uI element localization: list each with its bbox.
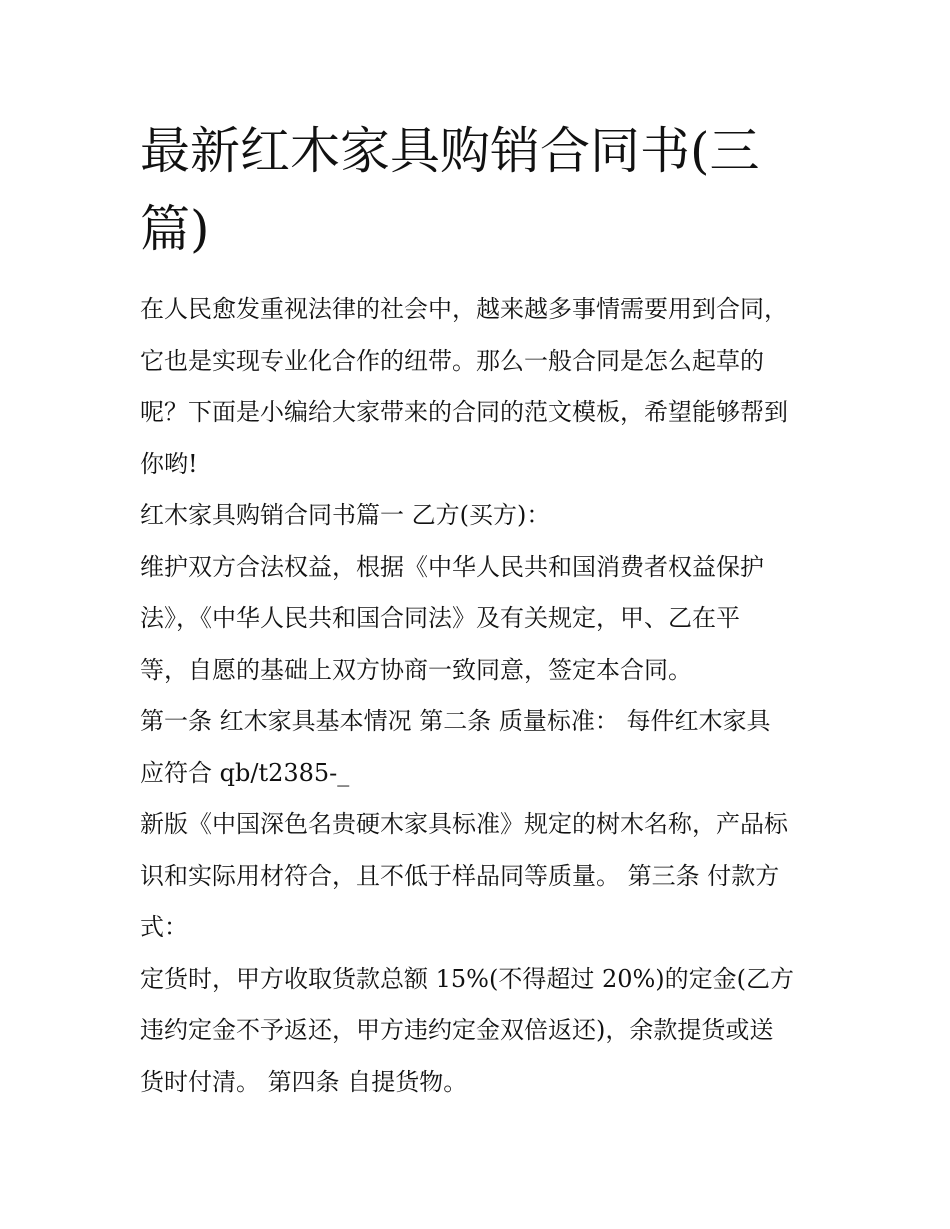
text-line: 新版《中国深色名贵硬木家具标准》规定的树木名称，产品标: [140, 810, 788, 838]
standard-paragraph: [140, 799, 820, 954]
text-line: 法》，《中华人民共和国合同法》及有关规定，甲、乙在平: [140, 604, 740, 632]
title-line: 篇): [140, 200, 210, 258]
document-title: [140, 112, 820, 268]
text-line: 红木家具购销合同书篇一 乙方(买方)：: [140, 501, 551, 529]
text-line: 第一条 红木家具基本情况 第二条 质量标准： 每件红木家具: [140, 707, 771, 735]
text-line: 维护双方合法权益，根据《中华人民共和国消费者权益保护: [140, 552, 764, 581]
text-line: 应符合 qb/t2385-_: [140, 758, 350, 787]
purpose-paragraph: [140, 542, 820, 697]
text-line: 它也是实现专业化合作的纽带。那么一般合同是怎么起草的: [140, 346, 764, 375]
text-line: 式：: [140, 913, 188, 941]
document-body: [140, 284, 820, 1108]
text-line: 货时付清。 第四条 自提货物。: [140, 1067, 468, 1096]
text-line: 违约定金不予返还，甲方违约定金双倍返还)，余款提货或送: [140, 1016, 774, 1044]
text-line: 识和实际用材符合，且不低于样品同等质量。 第三条 付款方: [140, 861, 780, 890]
text-line: 在人民愈发重视法律的社会中，越来越多事情需要用到合同，: [140, 295, 788, 323]
intro-paragraph: [140, 284, 820, 490]
section-heading-paragraph: [140, 490, 820, 542]
text-line: 等，自愿的基础上双方协商一致同意，签定本合同。: [140, 655, 692, 684]
title-line: 最新红木家具购销合同书(三: [140, 122, 760, 180]
article-one-two-paragraph: [140, 696, 820, 799]
text-line: 定货时，甲方收取货款总额 15%(不得超过 20%)的定金(乙方: [140, 964, 795, 993]
payment-paragraph: [140, 954, 820, 1109]
text-line: 你哟!: [140, 449, 198, 478]
text-line: 呢？下面是小编给大家带来的合同的范文模板，希望能够帮到: [140, 398, 788, 426]
